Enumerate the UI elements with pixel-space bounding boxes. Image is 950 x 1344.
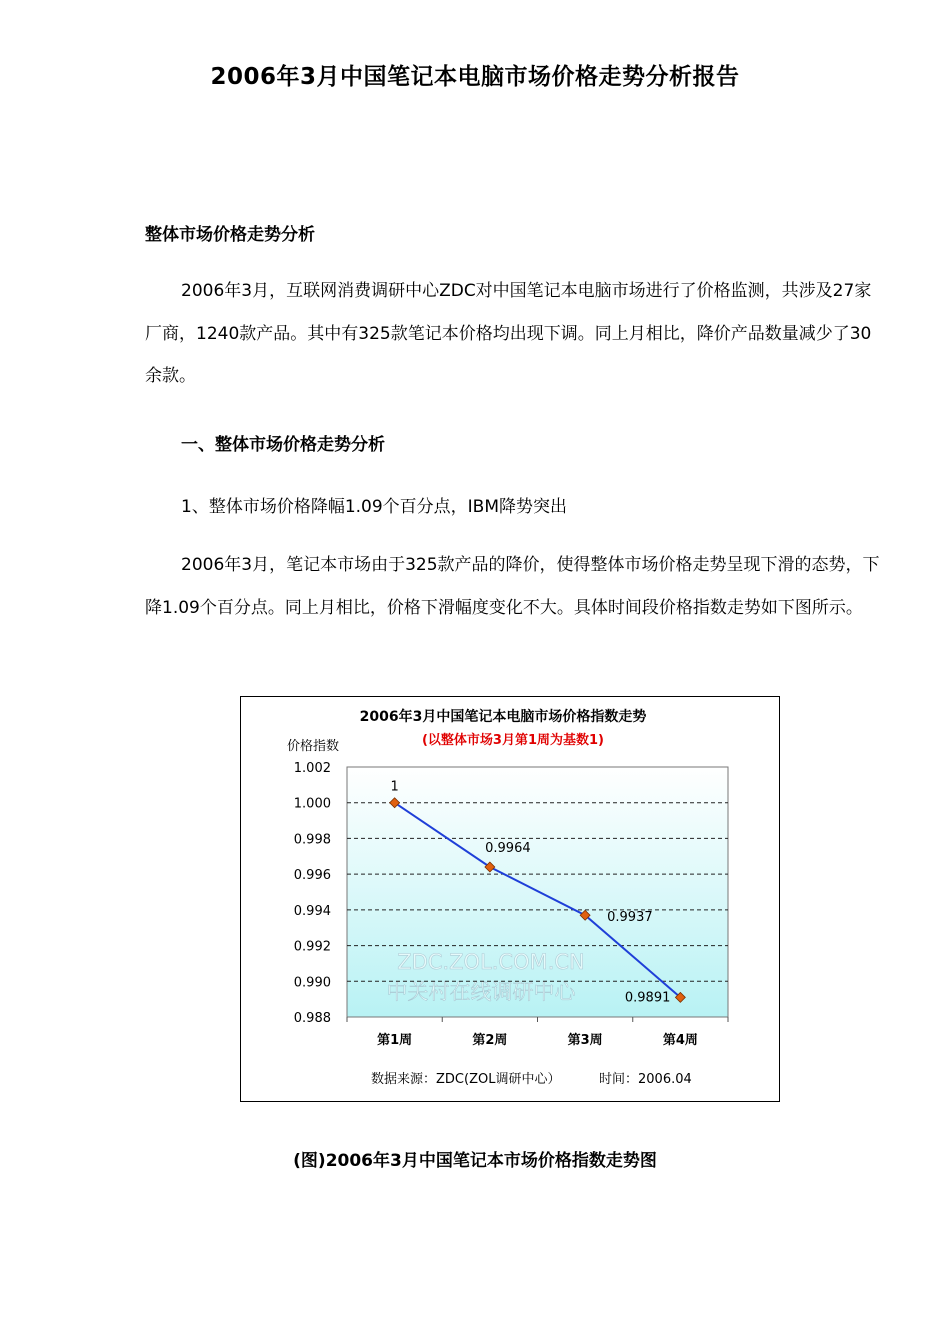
y-tick-label: 1.002: [293, 761, 331, 776]
watermark-name: 中关村在线调研中心: [386, 980, 576, 1004]
document-title: 2006年3月中国笔记本电脑市场价格走势分析报告: [210, 64, 740, 90]
paragraph-overview: 2006年3月，互联网消费调研中心ZDC对中国笔记本电脑市场进行了价格监测，共涉及27家厂商，1240款产品。其中有325款笔记本价格均出现下调。同上月相比，降价产品数量减少了30余款。: [145, 281, 872, 386]
chart-svg: [241, 697, 779, 1101]
data-label: 0.9891: [624, 990, 671, 1006]
y-axis-label: 价格指数: [286, 739, 340, 754]
y-tick-label: 0.988: [293, 1011, 331, 1026]
data-label: 0.9937: [607, 910, 653, 926]
figure-caption: (图)2006年3月中国笔记本市场价格指数走势图: [293, 1151, 657, 1171]
x-tick-label: 第4周: [662, 1033, 698, 1048]
watermark-url: ZDC.ZOL.COM.CN: [397, 950, 585, 974]
data-label: 0.9964: [485, 841, 531, 856]
x-tick-label: 第2周: [472, 1033, 508, 1048]
data-label: 1: [390, 779, 399, 795]
y-tick-label: 0.990: [293, 975, 331, 991]
chart-time: 时间：2006.04: [599, 1072, 692, 1087]
y-tick-label: 0.992: [293, 939, 331, 955]
y-tick-label: 0.994: [293, 903, 331, 919]
chart-source: 数据来源：ZDC(ZOL调研中心）: [371, 1072, 561, 1087]
x-tick-label: 第1周: [377, 1033, 413, 1048]
x-tick-label: 第3周: [567, 1033, 603, 1048]
price-index-chart: [240, 696, 780, 1102]
section-heading: 整体市场价格走势分析: [145, 225, 315, 245]
paragraph-trend: 2006年3月，笔记本市场由于325款产品的降价，使得整体市场价格走势呈现下滑的态势，下降1.09个百分点。同上月相比，价格下滑幅度变化不大。具体时间段价格指数走势如下图所示。: [145, 555, 880, 618]
y-tick-label: 1.000: [293, 796, 331, 812]
chart-subtitle: (以整体市场3月第1周为基数1): [421, 733, 605, 748]
item-price-drop: 1、整体市场价格降幅1.09个百分点，IBM降势突出: [181, 497, 568, 517]
y-tick-label: 0.998: [293, 832, 331, 848]
y-tick-label: 0.996: [293, 868, 331, 884]
chart-title: 2006年3月中国笔记本电脑市场价格指数走势: [359, 709, 647, 725]
subheading-overall-trend: 一、整体市场价格走势分析: [181, 435, 385, 455]
